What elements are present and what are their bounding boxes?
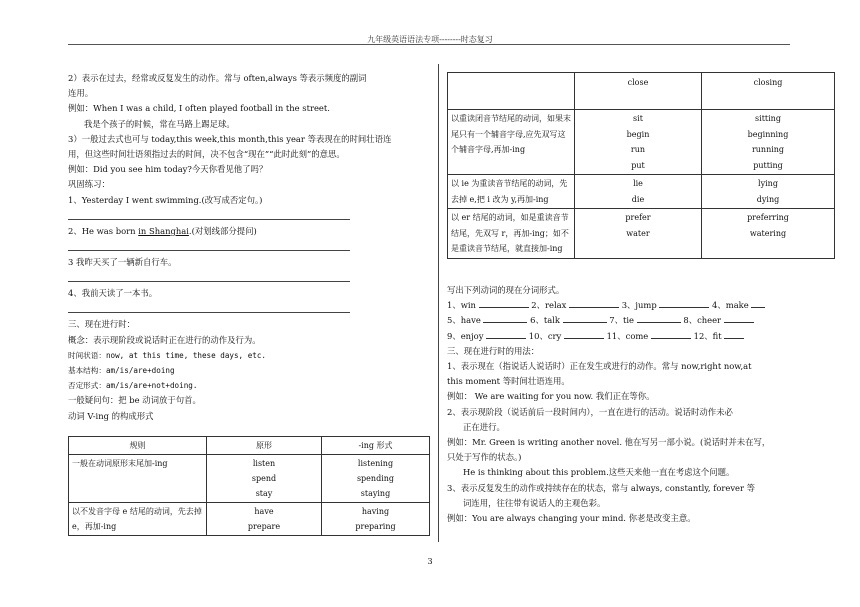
- translation-line: 我是个孩子的时候，常在马路上踢足球。: [84, 118, 235, 129]
- table-header-row: [69, 437, 430, 455]
- text-line: 1、表示现在（指说话人说话时）正在发生或进行的动作。常与 now,right now,at: [447, 361, 752, 372]
- ving-rules-table: [68, 436, 430, 536]
- left-column: [68, 71, 428, 424]
- answer-line[interactable]: [68, 208, 350, 220]
- ing-cell: lying dying: [702, 175, 835, 209]
- base-cell: have prepare: [207, 503, 322, 536]
- text-line: 连用。: [68, 88, 94, 99]
- ing-cell: preferring watering: [702, 209, 835, 259]
- example-line: 例如：When I was a child, I often played football in the street.: [68, 103, 330, 114]
- text-line: 只处于写作的状态。): [447, 452, 522, 463]
- table-caption: 动词 V-ing 的构成形式: [68, 410, 154, 421]
- exercise-2: 2、He was born in Shanghai.(对划线部分提问): [68, 225, 257, 236]
- answer-blank[interactable]: [651, 329, 691, 339]
- answer-blank[interactable]: [724, 313, 754, 323]
- exercise-row: 5、have 6、talk 7、tie 8、cheer: [447, 313, 795, 328]
- exercise-3: 3 我昨天买了一辆新自行车。: [68, 257, 177, 268]
- time-adverbial-line: 时间状语：now, at this time, these days, etc.: [68, 350, 266, 360]
- example-line: 例如：You are always changing your mind. 你老是改变主意。: [447, 513, 696, 524]
- instruction-line: 写出下列动词的现在分词形式。: [447, 285, 565, 295]
- text-line: 3）一般过去式也可与 today,this week,this month,this year 等表现在的时间壮语连: [68, 133, 392, 144]
- page-number: 3: [427, 557, 433, 566]
- exercise-row: 1、win 2、relax 3、jump 4、make: [447, 298, 795, 313]
- question-line: 一般疑问句：把 be 动词放于句首。: [68, 395, 201, 406]
- base-cell: prefer water: [575, 209, 702, 259]
- exercise-row: 9、enjoy 10、cry 11、come 12、fit: [447, 329, 795, 344]
- structure-line: 基本结构：am/is/are+doing: [68, 366, 175, 376]
- rule-cell: 一般在动词原形末尾加-ing: [69, 455, 207, 503]
- base-cell: sit begin run put: [575, 110, 702, 175]
- exercise-1: 1、Yesterday I went swimming.(改写成否定句。): [68, 194, 263, 205]
- answer-line[interactable]: [68, 301, 350, 313]
- text-line: 词连用，往往带有说话人的主观色彩。: [463, 497, 606, 508]
- answer-blank[interactable]: [569, 298, 619, 308]
- ing-cell: listening spending staying: [322, 455, 430, 503]
- answer-blank[interactable]: [479, 298, 529, 308]
- section-title: 三、现在进行时：: [68, 319, 135, 330]
- example-line: 例如：Did you see him today?今天你看见他了吗？: [68, 164, 268, 175]
- text-line: 2、表示现阶段（说话前后一段时间内），一直在进行的活动。说话时动作未必: [447, 406, 733, 417]
- rule-cell: [448, 73, 575, 110]
- base-cell: close: [575, 73, 702, 110]
- rule-cell: 以 ie 为重读音节结尾的动词，先去掉 e,把 i 改为 y,再加-ing: [448, 175, 575, 209]
- answer-blank[interactable]: [483, 313, 527, 323]
- header-cell: -ing 形式: [322, 437, 430, 455]
- base-cell: listen spend stay: [207, 455, 322, 503]
- rule-cell: 以 er 结尾的动词，如是重读音节结尾，先双写 r，再加-ing；如不是重读音节结尾，就直接加-ing: [448, 209, 575, 259]
- answer-blank[interactable]: [637, 313, 681, 323]
- table-row: [448, 73, 835, 110]
- table-row: [448, 209, 835, 259]
- base-cell: lie die: [575, 175, 702, 209]
- answer-blank[interactable]: [564, 329, 604, 339]
- example-line: 例如： We are waiting for you now. 我们正在等你。: [447, 391, 655, 402]
- table-row: [448, 175, 835, 209]
- text-line: 2）表示在过去，经常或反复发生的动作。常与 often,always 等表示频度的副词: [68, 73, 367, 83]
- rule-cell: 以不发音字母 e 结尾的动词，先去掉 e，再加-ing: [69, 503, 207, 536]
- example-line: He is thinking about this problem.这些天来他一直在考虑这个问题。: [463, 467, 735, 478]
- answer-blank[interactable]: [724, 329, 744, 339]
- column-divider: [438, 64, 439, 542]
- table-row: [69, 503, 430, 536]
- answer-blank[interactable]: [486, 329, 526, 339]
- text-line: 用，但这些时间壮语须指过去的时间，决不包含“现在”“此时此刻”的意思。: [68, 149, 345, 160]
- answer-line[interactable]: [68, 270, 350, 282]
- answer-blank[interactable]: [563, 313, 607, 323]
- text-line: 3、表示反复发生的动作或持续存在的状态，常与 always, constantly, forever 等: [447, 482, 756, 493]
- answer-blank[interactable]: [659, 298, 709, 308]
- rule-cell: 以重读闭音节结尾的动词，如果末尾只有一个辅音字母,应先双写这个辅音字母,再加-ing: [448, 110, 575, 175]
- table-row: [69, 455, 430, 503]
- ing-cell: closing: [702, 73, 835, 110]
- text-line: this moment 等时间壮语连用。: [447, 376, 570, 387]
- exercise-4: 4、我前天读了一本书。: [68, 288, 158, 299]
- answer-blank[interactable]: [751, 298, 765, 308]
- example-line: 例如：Mr. Green is writing another novel. 他在写另一部小说。(说话时并未在写，: [447, 437, 771, 448]
- practice-title: 巩固练习：: [68, 179, 110, 190]
- right-column: [447, 283, 795, 526]
- ing-cell: sitting beginning running putting: [702, 110, 835, 175]
- header-cell: 原形: [207, 437, 322, 455]
- section-title: 三、现在进行时的用法：: [447, 345, 540, 356]
- text-line: 正在进行。: [463, 421, 505, 432]
- answer-line[interactable]: [68, 239, 350, 251]
- ing-cell: having preparing: [322, 503, 430, 536]
- header-rule: [68, 44, 790, 45]
- table-row: [448, 110, 835, 175]
- negative-form-line: 否定形式：am/is/are+not+doing.: [68, 381, 198, 391]
- page-header: 九年级英语语法专项--------时态复习: [367, 35, 493, 44]
- header-cell: 规则: [69, 437, 207, 455]
- concept-line: 概念：表示现阶段或说话时正在进行的动作及行为。: [68, 334, 261, 345]
- ving-rules-table-continued: [447, 72, 835, 259]
